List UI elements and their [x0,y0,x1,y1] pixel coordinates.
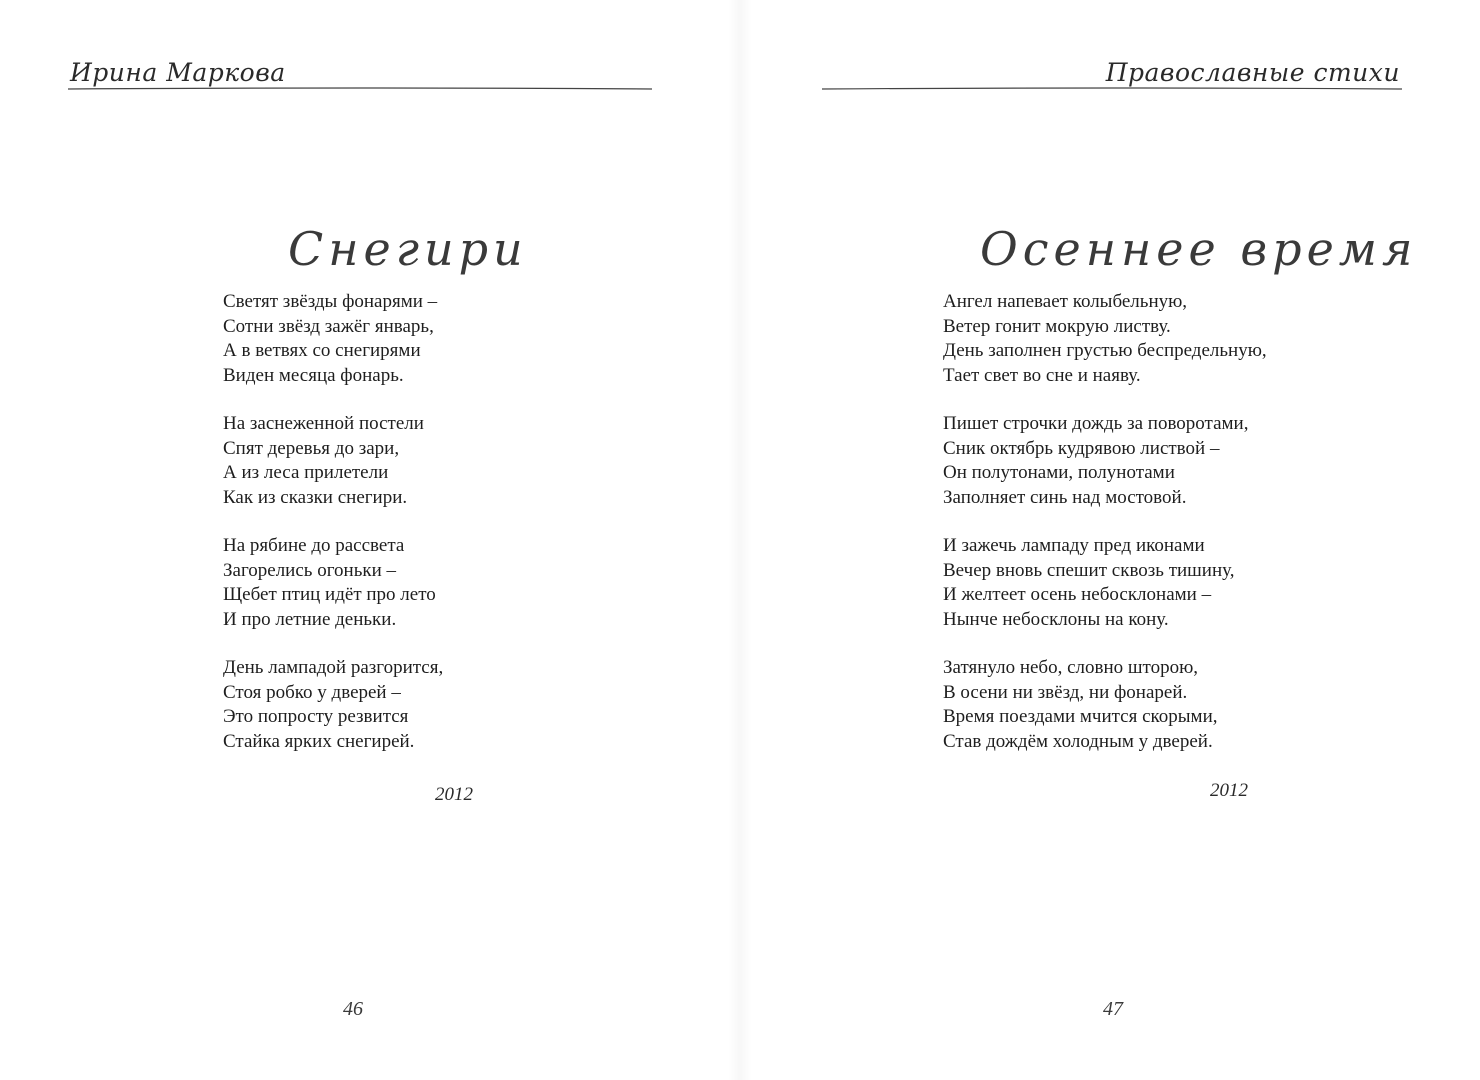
poem-line: Стоя робко у дверей – [223,681,401,703]
poem-line: Тает свет во сне и наяву. [943,364,1141,386]
poem-line: Как из сказки снегири. [223,486,408,508]
stanza [223,290,443,388]
stanza [943,656,1267,754]
poem-line: Щебет птиц идёт про лето [223,584,436,605]
poem-line: Пишет строчки дождь за поворотами, [943,413,1249,434]
running-head-book-title: Православные стихи [1105,58,1400,87]
poem-line: В осени ни звёзд, ни фонарей. [943,681,1188,703]
poem-line: Виден месяца фонарь. [223,364,404,386]
stanza [943,412,1267,510]
stanza [943,534,1267,632]
poem-line: И желтеет осень небосклонами – [943,584,1212,605]
poem-line: Нынче небосклоны на кону. [943,608,1169,630]
poem-line: Это попросту резвится [223,706,409,727]
poem-line: Спят деревья до зари, [223,437,400,459]
poem-line: Светят звёзды фонарями – [223,291,438,312]
stanza [223,412,443,510]
poem-title: Осеннее время [980,222,1418,276]
poem-year: 2012 [435,784,473,805]
poem-line: Он полутонами, полунотами [943,462,1175,483]
poem-body [943,290,1267,778]
stanza [223,534,443,632]
poem-line: Стайка ярких снегирей. [223,730,415,752]
poem-line: Вечер вновь спешит сквозь тишину, [943,559,1235,581]
header-rule [822,86,1402,88]
poem-line: И про летние деньки. [223,608,397,630]
poem-line: Сник октябрь кудрявою листвой – [943,437,1220,459]
poem-line: День лампадой разгорится, [223,657,444,678]
running-head-author: Ирина Маркова [70,58,286,87]
page-number: 47 [1103,998,1123,1020]
poem-year: 2012 [1210,780,1248,801]
poem-line: А из леса прилетели [223,462,389,483]
poem-line: На заснеженной постели [223,413,424,434]
header-rule [68,86,652,88]
poem-line: Ангел напевает колыбельную, [943,291,1188,312]
poem-line: И зажечь лампаду пред иконами [943,535,1205,556]
poem-title: Снегири [288,222,528,276]
poem-line: Загорелись огоньки – [223,559,397,581]
poem-body [223,290,443,778]
poem-line: На рябине до рассвета [223,535,405,556]
poem-line: Затянуло небо, словно шторою, [943,657,1199,678]
poem-line: Время поездами мчится скорыми, [943,706,1218,727]
stanza [943,290,1267,388]
right-page [740,0,1480,1080]
poem-line: Ветер гонит мокрую листву. [943,315,1171,337]
page-number: 46 [343,998,363,1020]
poem-line: День заполнен грустью беспредельную, [943,340,1267,361]
poem-line: Заполняет синь над мостовой. [943,486,1187,508]
poem-line: Став дождём холодным у дверей. [943,730,1213,752]
stanza [223,656,443,754]
poem-line: Сотни звёзд зажёг январь, [223,315,434,337]
poem-line: А в ветвях со снегирями [223,340,421,361]
